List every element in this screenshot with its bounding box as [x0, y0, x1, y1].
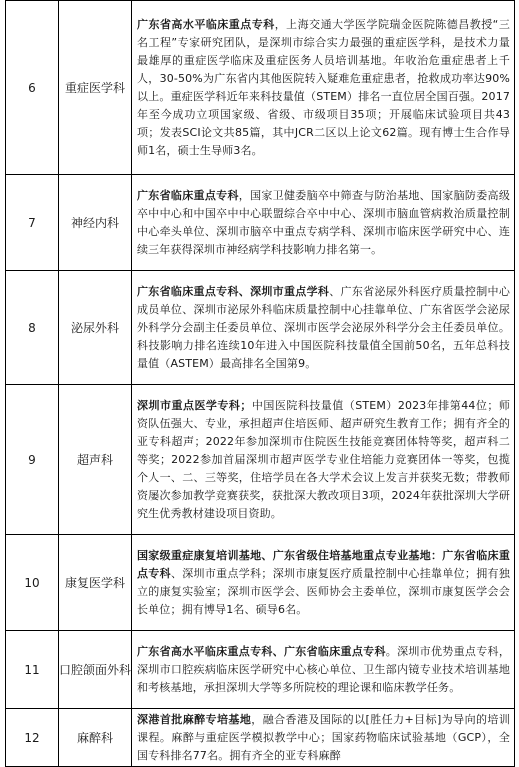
table-row	[6, 1, 515, 175]
department-description	[132, 535, 515, 631]
row-number: 11	[6, 631, 59, 709]
department-description	[132, 175, 515, 271]
department-description	[132, 709, 515, 767]
table-row	[6, 631, 515, 709]
description-text: 。深圳市优势重点专科，深圳市口腔疾病临床医学研究中心核心单位、卫生部内镜专业技术培训基地和考核基地，承担深圳大学等多所院校的理论课和临床教学任务。	[137, 644, 510, 695]
table-row	[6, 385, 515, 535]
honor-title: 广东省高水平临床重点专科、广东省临床重点专科	[137, 644, 386, 658]
description-text: ，国家卫健委脑卒中筛查与防治基地、国家脑防委高级卒中中心和中国卒中中心联盟综合卒中中心、深圳市脑血管病救治质量控制中心牵头单位、深圳市脑卒中重点专病学科、深圳市临床医学研究中心、连续三年获得深圳市神经病学科技影响力排名第一。	[137, 188, 510, 257]
department-description	[132, 385, 515, 535]
honor-title: 深港首批麻醉专培基地	[137, 713, 252, 726]
row-number: 8	[6, 271, 59, 385]
department-name: 麻醉科	[59, 709, 132, 767]
table-row	[6, 535, 515, 631]
honor-title: 国家级重症康复培训基地、广东省级住培基地重点专业基地：广东省临床重点专科	[137, 548, 510, 580]
department-description	[132, 271, 515, 385]
description-text: 、深圳市重点学科；深圳市康复医疗质量控制中心挂靠单位；拥有独立的康复实验室；深圳市医学会、医师协会主委单位，深圳市康复医学会会长单位；拥有博导1名、硕导6名。	[137, 566, 511, 617]
description-text: 、广东省泌尿外科医疗质量控制中心成员单位、深圳市泌尿外科临床质量控制中心挂靠单位、广东省医学会泌尿外科学分会副主任委员单位、深圳市医学会泌尿外科学分会主任委员单位。科技影响力排名连续10年进入中国医院科技量值全国前50名，五年总科技量值（ASTEM）最高排名全国第9。	[137, 284, 510, 371]
department-name: 口腔颌面外科	[59, 631, 132, 709]
department-name: 重症医学科	[59, 1, 132, 175]
department-name: 超声科	[59, 385, 132, 535]
honor-title: 广东省高水平临床重点专科	[137, 17, 275, 31]
row-number: 6	[6, 1, 59, 175]
table-row	[6, 709, 515, 767]
department-name: 神经内科	[59, 175, 132, 271]
honor-title: 广东省临床重点专科、深圳市重点学科	[137, 284, 330, 298]
table-row	[6, 175, 515, 271]
honor-title: 深圳市重点医学专科；	[137, 398, 252, 412]
department-name: 泌尿外科	[59, 271, 132, 385]
row-number: 7	[6, 175, 59, 271]
department-description	[132, 1, 515, 175]
row-number: 10	[6, 535, 59, 631]
description-text: 中国医院科技量值（STEM）2023年排第44位；师资队伍强大、专业，承担超声住培医师、超声研究生教育工作；拥有齐全的亚专科超声；2022年参加深圳市住院医生技能竞赛团体特等奖，超声科二等奖；2022参加首届深圳市超声医学专业住培能力竞赛团体一等奖，包揽个人一、二、三等奖，住培学员在各大学术会议上发言并获奖无数；带教师资屡次参加教学竞赛获奖，获批深大教改项目3项，2024年获批深圳大学研究生优秀教材建设项目资助。	[137, 398, 510, 521]
department-name: 康复医学科	[59, 535, 132, 631]
specialty-table	[5, 0, 515, 767]
table-row	[6, 271, 515, 385]
honor-title: 广东省临床重点专科	[137, 188, 239, 202]
department-description	[132, 631, 515, 709]
row-number: 9	[6, 385, 59, 535]
description-text: ，融合香港及国际的以[胜任力+目标]为导向的培训课程。麻醉与重症医学模拟教学中心；国家药物临床试验基地（GCP），全国专科排名77名。拥有齐全的亚专科麻醉	[137, 713, 510, 763]
row-number: 12	[6, 709, 59, 767]
description-text: ，上海交通大学医学院瑞金医院陈德昌教授“三名工程”专家研究团队，是深圳市综合实力最强的重症医学科，是技术力量最雄厚的重症医学临床及重症医务人员培训基地。年收治危重症患者上千人，30-50%为广东省内其他医院转入疑难危重症患者，抢救成功率达90%以上。重症医学科近年来科技量值（STEM）排名一直位居全国百强。2017年至今成功立项国家级、省级、市级项目35项；开展临床试验项目共43项；发表SCI论文共85篇，其中JCR二区以上论文62篇。现有博士生合作导师1名，硕士生导师3名。	[137, 17, 510, 158]
